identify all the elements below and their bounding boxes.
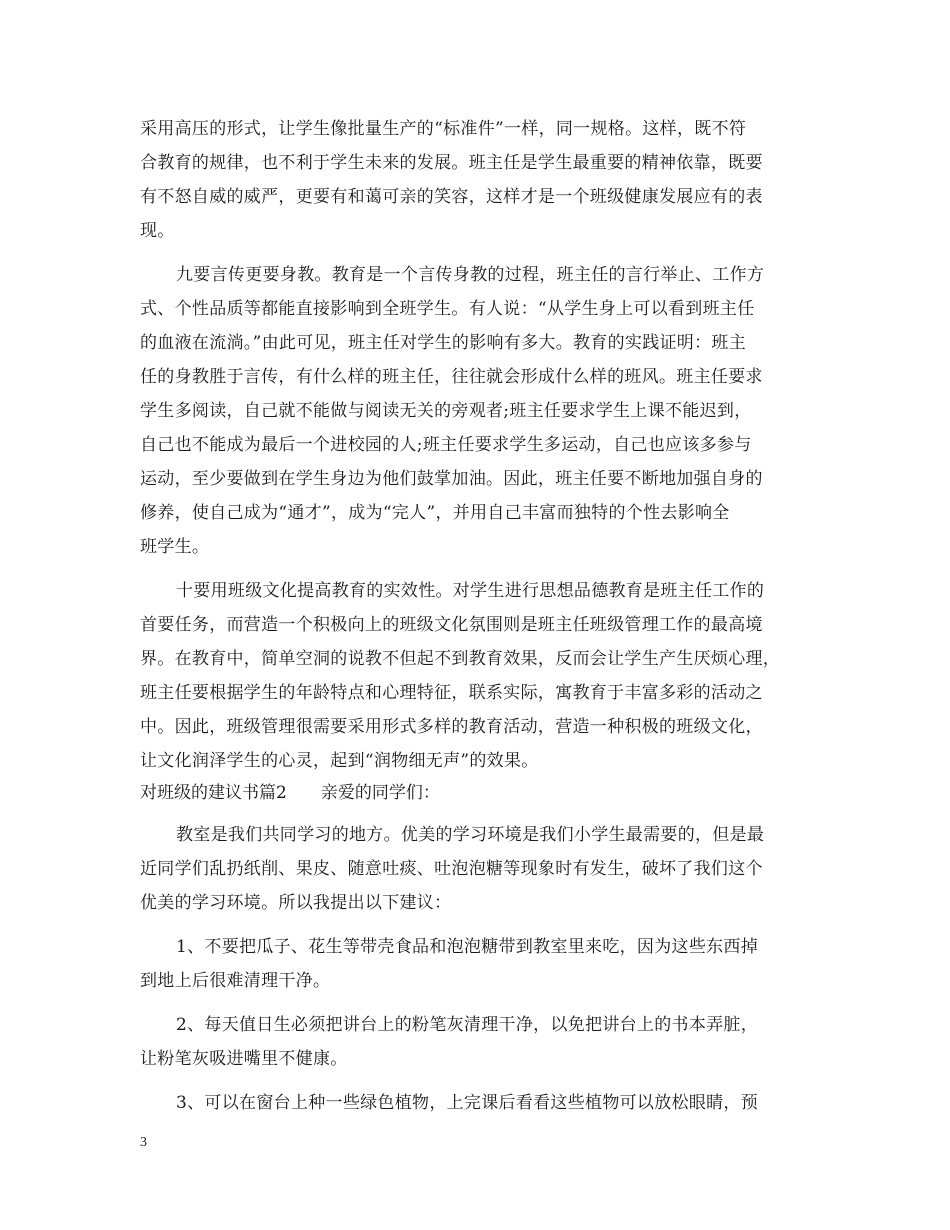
document-page [140,112,820,1120]
text-line: 界。在教育中，简单空洞的说教不但起不到教育效果，反而会让学生产生厌烦心理， [140,649,781,669]
list-item [140,1086,820,1120]
text-line: 自己也不能成为最后一个进校园的人;班主任要求学生多运动，自己也应该多参与 [140,435,752,455]
text-line: 优美的学习环境。所以我提出以下建议： [140,893,452,913]
text-line: 有不怒自威的威严，更要有和蔼可亲的笑容，这样才是一个班级健康发展应有的表 [140,187,763,207]
text-line: 学生多阅读，自己就不能做与阅读无关的旁观者;班主任要求学生上课不能迟到， [140,401,752,421]
list-item [140,1008,820,1076]
paragraph-4 [140,818,820,920]
text-line: 采用高压的形式，让学生像批量生产的“标准件”一样，同一规格。这样，既不符 [140,119,747,139]
text-line: 首要任务，而营造一个积极向上的班级文化氛围则是班主任班级管理工作的最高境 [140,615,763,635]
text-line: 中。因此，班级管理很需要采用形式多样的教育活动，营造一种积极的班级文化， [140,717,763,737]
paragraph-3 [140,574,820,778]
text-line: 让文化润泽学生的心灵，起到“润物细无声”的效果。 [140,751,539,771]
section-heading [140,778,820,808]
text-line: 近同学们乱扔纸削、果皮、随意吐痰、吐泡泡糖等现象时有发生，破坏了我们这个 [140,859,763,879]
text-line: 九要言传更要身教。教育是一个言传身教的过程，班主任的言行举止、工作方 [176,265,765,285]
paragraph-1 [140,112,820,248]
text-line: 1、不要把瓜子、花生等带壳食品和泡泡糖带到教室里来吃，因为这些东西掉 [176,937,759,957]
text-line: 修养，使自己成为“通才”，成为“完人”，并用自己丰富而独特的个性去影响全 [140,503,730,523]
text-line: 的血液在流淌。”由此可见，班主任对学生的影响有多大。教育的实践证明：班主 [140,333,746,353]
text-line: 到地上后很难清理干净。 [140,971,331,991]
text-line: 2、每天值日生必须把讲台上的粉笔灰清理干净，以免把讲台上的书本弄脏， [176,1015,759,1035]
text-line: 班主任要根据学生的年龄特点和心理特征，联系实际，寓教育于丰富多彩的活动之 [140,683,763,703]
list-item [140,930,820,998]
text-line: 运动，至少要做到在学生身边为他们鼓掌加油。因此，班主任要不断地加强自身的 [140,469,763,489]
text-line: 现。 [140,221,175,241]
text-line: 3、可以在窗台上种一些绿色植物，上完课后看看这些植物可以放松眼睛，预 [176,1093,759,1113]
text-line: 式、个性品质等都能直接影响到全班学生。有人说：“从学生身上可以看到班主任 [140,299,755,319]
paragraph-2 [140,258,820,564]
text-line: 班学生。 [140,537,210,557]
text-line: 合教育的规律，也不利于学生未来的发展。班主任是学生最重要的精神依靠，既要 [140,153,763,173]
text-line: 十要用班级文化提高教育的实效性。对学生进行思想品德教育是班主任工作的 [176,581,765,601]
text-line: 让粉笔灰吸进嘴里不健康。 [140,1049,348,1069]
page-number: 3 [140,1135,147,1150]
section-title: 对班级的建议书篇2 [140,783,287,803]
greeting: 亲爱的同学们： [320,783,440,803]
text-line: 任的身教胜于言传，有什么样的班主任，往往就会形成什么样的班风。班主任要求 [140,367,763,387]
text-line: 教室是我们共同学习的地方。优美的学习环境是我们小学生最需要的，但是最 [176,825,765,845]
